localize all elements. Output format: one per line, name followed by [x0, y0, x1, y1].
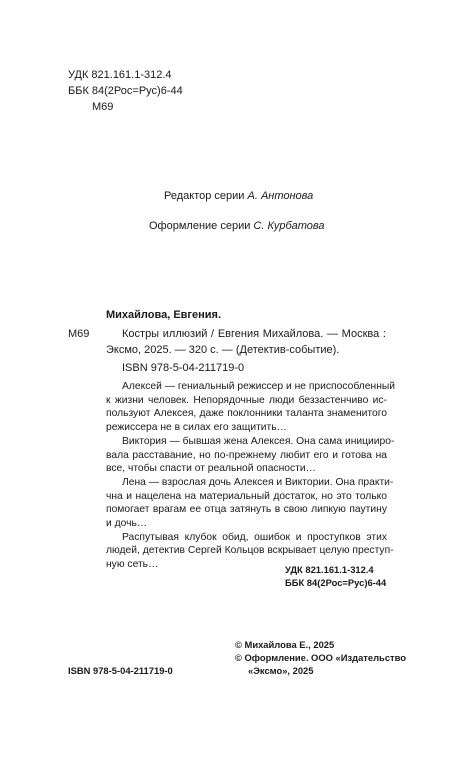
annotation	[106, 380, 396, 572]
copyright-author: © Михайлова Е., 2025	[235, 639, 335, 650]
annotation-line: чна и нацелена на материальный достаток, но это только	[106, 490, 387, 502]
annotation-paragraph-2	[106, 435, 395, 476]
series-editor-name: А. Антонова	[247, 190, 314, 202]
annotation-line: к жизни человек. Непорядочные люди беззастенчиво ис-	[106, 394, 387, 406]
description-line-1: Костры иллюзий / Евгения Михайлова. — Москва :	[122, 328, 386, 340]
annotation-paragraph-3	[106, 476, 394, 531]
annotation-line: Распутывая клубок обид, ошибок и проступков этих	[122, 531, 387, 543]
annotation-line: пользуют Алексея, даже поклонники таланта знаменитого	[106, 408, 387, 420]
annotation-line: все, чтобы спасти от реальной опасности…	[106, 463, 316, 475]
author-heading: Михайлова, Евгения.	[106, 309, 222, 321]
annotation-line: ную сеть…	[106, 559, 159, 571]
annotation-line: Алексей — гениальный режиссер и не приспособленный	[122, 381, 396, 392]
annotation-paragraph-1	[106, 380, 396, 435]
udk-code: УДК 821.161.1-312.4	[68, 69, 172, 81]
series-design-label: Оформление серии	[149, 220, 251, 232]
series-design	[149, 219, 325, 233]
record-isbn: ISBN 978-5-04-211719-0	[122, 362, 245, 374]
series-design-name: С. Курбатова	[253, 220, 325, 232]
copyright-design-line-1: © Оформление. ООО «Издательство	[235, 652, 406, 663]
series-editor	[164, 189, 313, 203]
bbk-code-bottom: ББК 84(2Рос=Рус)6-44	[285, 577, 387, 588]
bbk-code: ББК 84(2Рос=Рус)6-44	[68, 85, 183, 97]
annotation-line: Виктория — бывшая жена Алексея. Она сама иницииро-	[122, 435, 395, 447]
description-line-2: Эксмо, 2025. — 320 с. — (Детектив-событие).	[106, 344, 340, 356]
annotation-line: и дочь…	[106, 518, 148, 530]
series-editor-label: Редактор серии	[164, 190, 245, 202]
annotation-line: помогает врагам ее отца затянуть в свою липкую паутину	[106, 504, 387, 516]
annotation-line: режиссера не в силах его защитить…	[106, 422, 287, 434]
annotation-line: Лена — взрослая дочь Алексея и Виктории. Она практи-	[122, 476, 394, 488]
udk-code-bottom: УДК 821.161.1-312.4	[285, 564, 374, 575]
author-sign: М69	[92, 101, 114, 113]
record-author-sign: М69	[68, 328, 90, 340]
copyright-design-line-2: «Эксмо», 2025	[248, 665, 314, 676]
footer-isbn: ISBN 978-5-04-211719-0	[68, 665, 173, 676]
annotation-line: вала расставание, но по-прежнему любит его и готова на	[106, 449, 387, 461]
annotation-line: людей, детектив Сергей Кольцов вскрывает целую преступ-	[106, 545, 394, 557]
